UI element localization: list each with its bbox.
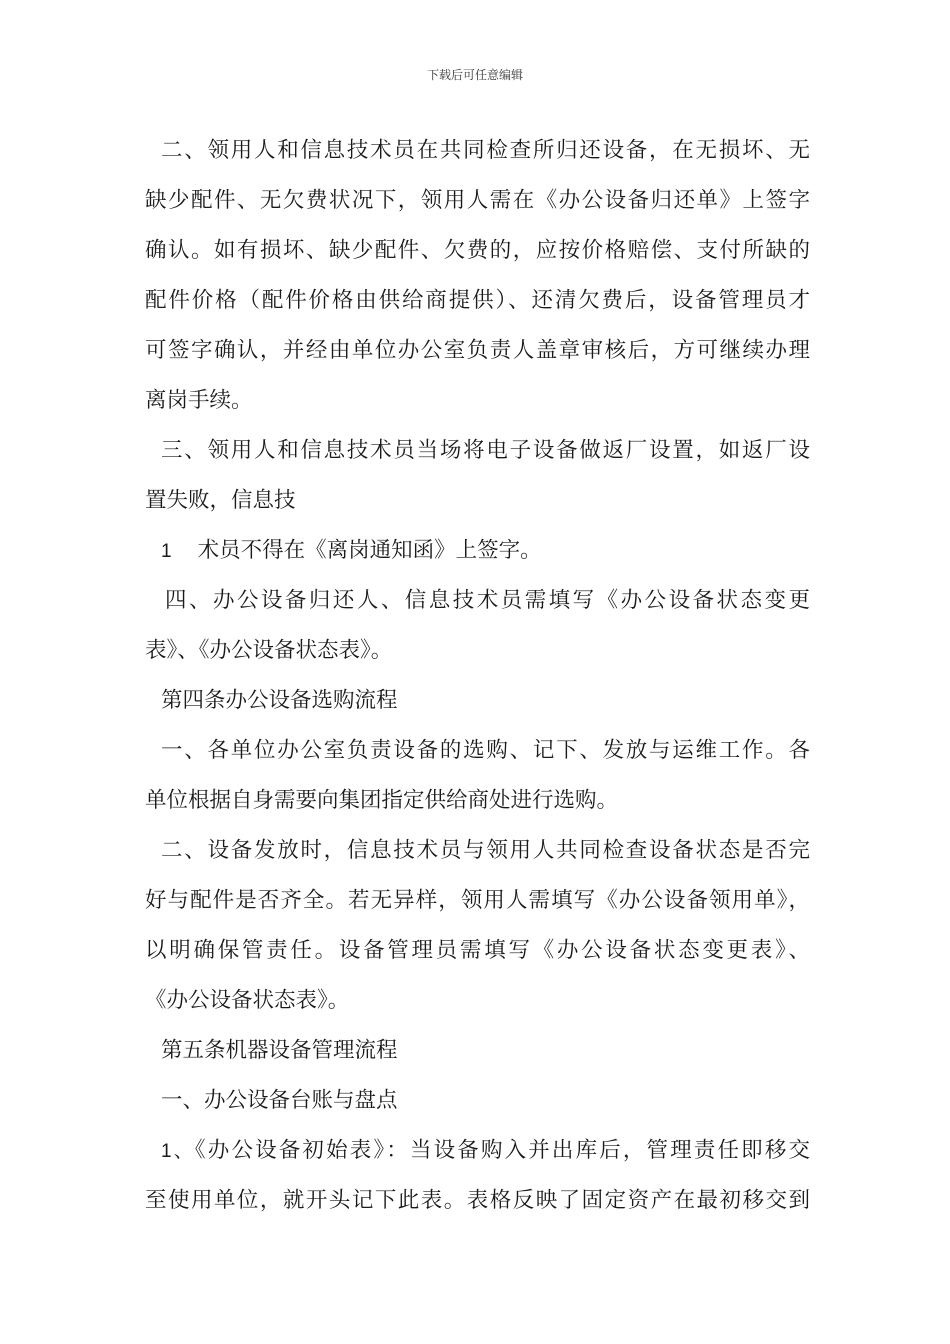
paragraph-line: 二、领用人和信息技术员在共同检查所归还设备，在无损坏、无 xyxy=(161,138,810,163)
paragraph-line: 离岗手续。 xyxy=(145,388,253,413)
paragraph-line: 二、设备发放时，信息技术员与领用人共同检查设备状态是否完 xyxy=(161,838,810,863)
paragraph-line: 缺少配件、无欠费状况下，领用人需在《办公设备归还单》上签字 xyxy=(145,188,810,213)
paragraph-line: 一、各单位办公室负责设备的选购、记下、发放与运维工作。各 xyxy=(161,738,810,763)
list-item-line xyxy=(145,1126,810,1176)
paragraph-line: 《办公设备状态表》。 xyxy=(145,988,350,1013)
paragraph-line: 确认。如有损坏、缺少配件、欠费的，应按价格赔偿、支付所缺的 xyxy=(145,238,810,263)
paragraph-line: 单位根据自身需要向集团指定供给商处进行选购。 xyxy=(145,788,619,813)
paragraph-line: 三、领用人和信息技术员当场将电子设备做返厂设置，如返厂设 xyxy=(161,438,810,463)
paragraph-line: 四、办公设备归还人、信息技术员需填写《办公设备状态变更 xyxy=(165,588,810,613)
section-heading: 第五条机器设备管理流程 xyxy=(161,1038,398,1063)
paragraph-line: 至使用单位，就开头记下此表。表格反映了固定资产在最初移交到 xyxy=(145,1188,810,1213)
subsection-heading: 一、办公设备台账与盘点 xyxy=(161,1088,398,1113)
list-marker: 1 xyxy=(161,541,172,562)
list-item-line xyxy=(145,526,810,576)
paragraph-line: 可签字确认，并经由单位办公室负责人盖章审核后，方可继续办理 xyxy=(145,338,810,363)
list-item-text: 术员不得在《离岗通知函》上签字。 xyxy=(197,538,542,563)
header-note: 下载后可任意编辑 xyxy=(426,68,523,82)
document-body xyxy=(145,126,810,1226)
list-item-text: 《办公设备初始表》：当设备购入并出库后，管理责任即移交 xyxy=(194,1138,810,1163)
paragraph-line: 以明确保管责任。设备管理员需填写《办公设备状态变更表》、 xyxy=(145,938,810,963)
paragraph-line: 配件价格（配件价格由供给商提供）、还清欠费后，设备管理员才 xyxy=(145,288,810,313)
paragraph-line: 表》、《办公设备状态表》。 xyxy=(145,638,393,663)
paragraph-line: 好与配件是否齐全。若无异样，领用人需填写《办公设备领用单》， xyxy=(145,888,810,913)
list-marker: 1、 xyxy=(161,1141,195,1162)
section-heading: 第四条办公设备选购流程 xyxy=(161,688,398,713)
paragraph-line: 置失败，信息技 xyxy=(145,488,296,513)
